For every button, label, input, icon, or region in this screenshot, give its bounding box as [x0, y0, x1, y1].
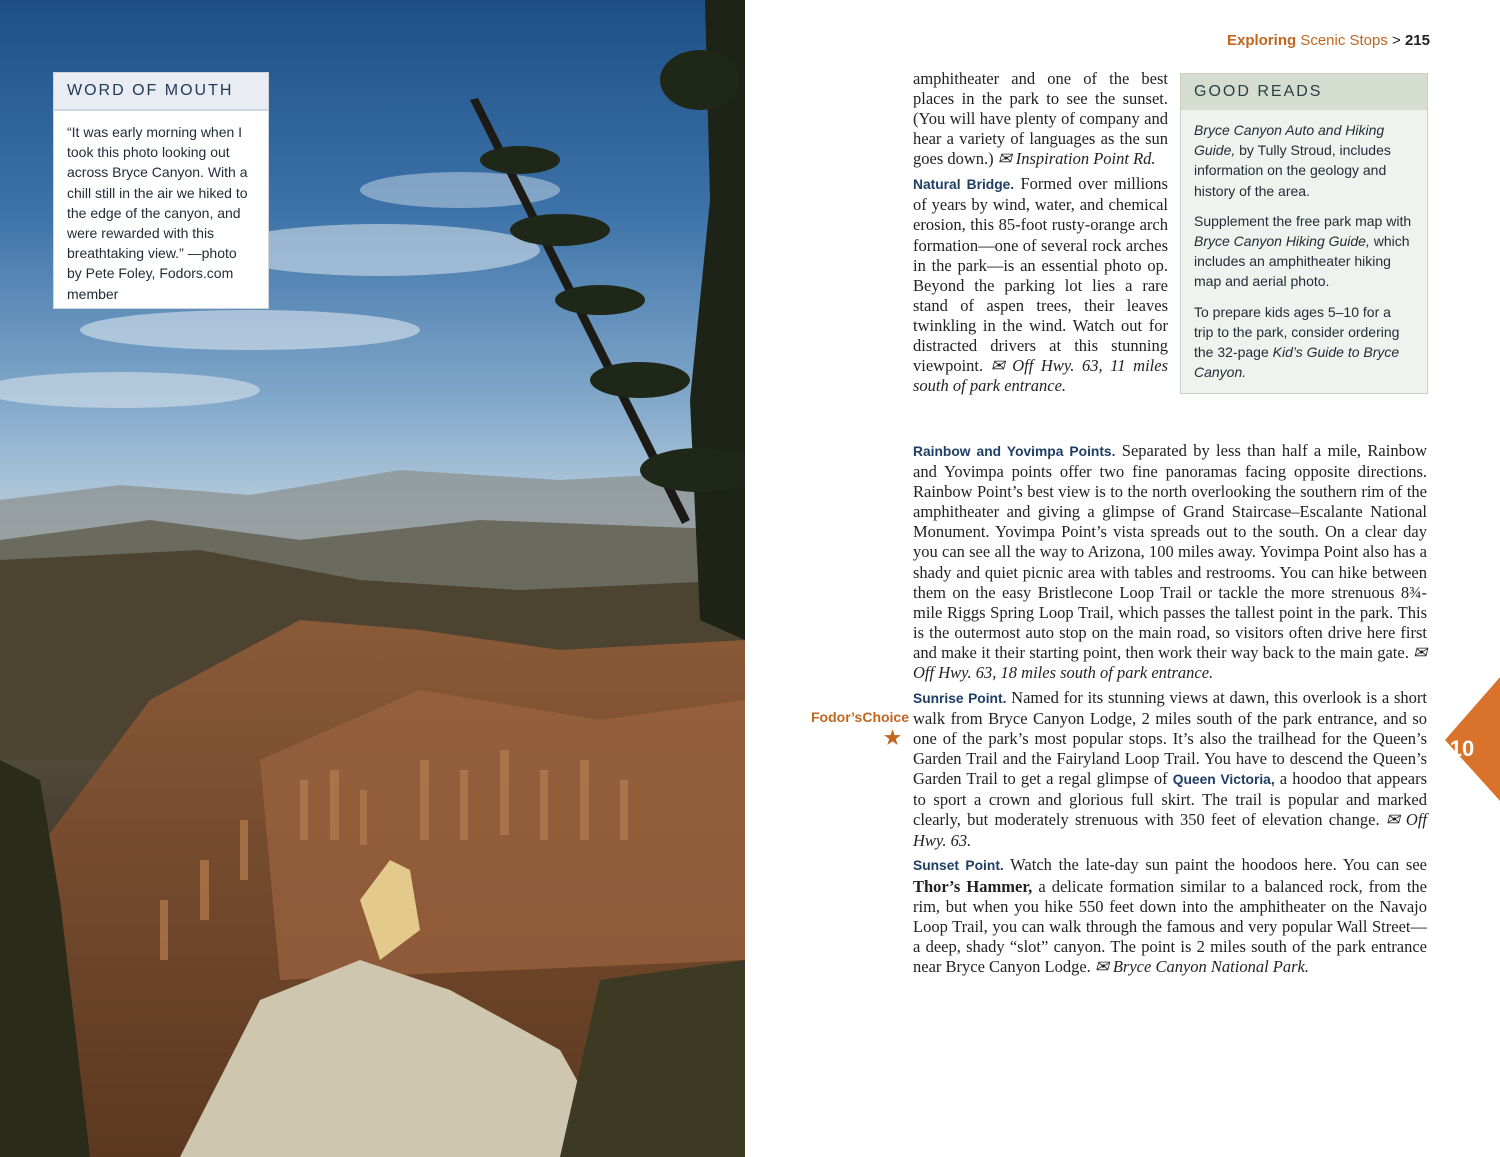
running-head-section: Exploring — [1226, 32, 1297, 49]
word-of-mouth-quote: “It was early morning when I took this photo looking out across Bryce Canyon. With a chill still in the air we hiked to the edge of the canyon, and were rewarded with this breathtaking view.” —photo by Pete Foley, Fodors.com member — [67, 124, 248, 302]
fodors-choice-marker — [811, 709, 910, 750]
address-sunset-point: ✉ Bryce Canyon National Park. — [1094, 956, 1309, 976]
chapter-number: 10 — [1449, 736, 1475, 761]
heading-sunrise-point: Sunrise Point. — [913, 690, 1007, 706]
running-head — [1227, 32, 1430, 49]
good-reads-body — [1181, 110, 1427, 382]
highlight-thors-hammer: Thor’s Hammer, — [913, 876, 1033, 896]
running-head-separator: > — [1392, 32, 1401, 49]
wide-column — [913, 441, 1427, 982]
running-head-subsection: Scenic Stops — [1300, 32, 1388, 49]
good-reads-para-1: Bryce Canyon Auto and Hiking Guide, by Tully Stroud, includes information on the geology and history of the area. — [1194, 122, 1391, 199]
entry-rainbow-yovimpa: Rainbow and Yovimpa Points. Separated by less than half a mile, Rainbow and Yovimpa points offer two fine panoramas facing opposite directions. Rainbow Point’s best view is to the north overlooking the southern rim of the amphitheater and giving a glimpse of Grand Staircase–Escalante National Monument. Yovimpa Point’s vista spreads out to the south. On a clear day you can see all the way to Arizona, 100 miles away. Yovimpa Point also has a shady and quiet picnic area with tables and restrooms. You can hike between them on the easy Bristlecone Loop Trail or tackle the more strenuous 8¾-mile Riggs Spring Loop Trail, which passes the tallest point in the park. This is the outermost auto stop on the main road, so visitors often drive here first and make it their starting point, then work their way back to the main gate. ✉ Off Hwy. 63, 18 miles south of park entrance. — [913, 441, 1427, 683]
page-number: 215 — [1404, 32, 1430, 49]
entry-sunrise-point: Sunrise Point. Named for its stunning views at dawn, this overlook is a short walk from Bryce Canyon Lodge, 2 miles south of the park entrance, and so one of the park’s most popular stops. It’s also the trailhead for the Queen’s Garden Trail and the Fairyland Loop Trail. You have to descend the Queen’s Garden Trail to get a regal glimpse of Queen Victoria, a hoodoo that appears to sport a crown and glorious full skirt. The trail is popular and marked clearly, but moderately strenuous with 350 feet of elevation change. ✉ Off Hwy. 63. — [913, 687, 1428, 850]
fodors-choice-label: Fodor’sChoice — [811, 709, 910, 725]
address-inspiration: ✉ Inspiration Point Rd. — [997, 149, 1156, 169]
address-sunrise-point: ✉ Off Hwy. 63. — [913, 810, 1428, 850]
heading-sunset-point: Sunset Point. — [913, 858, 1004, 874]
highlight-queen-victoria: Queen Victoria, — [1172, 772, 1275, 788]
narrow-column — [913, 69, 1168, 401]
address-rainbow-yovimpa: ✉ Off Hwy. 63, 18 miles south of park entrance. — [913, 642, 1427, 683]
heading-natural-bridge: Natural Bridge. — [913, 177, 1015, 193]
address-natural-bridge: ✉ Off Hwy. 63, 11 miles south of park entrance. — [913, 356, 1168, 396]
good-reads-para-3: To prepare kids ages 5–10 for a trip to the park, consider ordering the 32-page Kid’s Guide to Bryce Canyon. — [1194, 303, 1400, 381]
entry-inspiration-continued: amphitheater and one of the best places in the park to see the sunset. (You will have plenty of company and hear a variety of languages as the sun goes down.) ✉ Inspiration Point Rd. — [913, 69, 1168, 169]
word-of-mouth-box — [54, 73, 268, 308]
star-icon: ★ — [883, 728, 901, 749]
good-reads-title: GOOD READS — [1181, 74, 1427, 110]
heading-rainbow-yovimpa: Rainbow and Yovimpa Points. — [913, 444, 1116, 459]
entry-natural-bridge: Natural Bridge. Formed over millions of years by wind, water, and chemical erosion, this 85-foot rusty-orange arch formation—one of several rock arches in the park—is an essential photo op. Beyond the parking lot lies a rare stand of aspen trees, their leaves twinkling in the wind. Watch out for distracted drivers at this stunning viewpoint. ✉ Off Hwy. 63, 11 miles south of park entrance. — [913, 174, 1168, 396]
word-of-mouth-title: WORD OF MOUTH — [54, 73, 268, 111]
canyon-photo — [0, 0, 745, 1157]
entry-sunset-point: Sunset Point. Watch the late-day sun paint the hoodoos here. You can see Thor’s Hammer, a delicate formation similar to a balanced rock, from the rim, but when you hike 550 feet down into the amphitheater on the Navajo Loop Trail, you can walk through the famous and very popular Wall Street—a deep, shady “slot” canyon. The point is 2 miles south of the park entrance near Bryce Canyon Lodge. ✉ Bryce Canyon National Park. — [913, 855, 1427, 976]
good-reads-para-2: Supplement the free park map with Bryce Canyon Hiking Guide, which includes an amphitheater hiking map and aerial photo. — [1194, 212, 1412, 290]
good-reads-box — [1180, 73, 1428, 394]
